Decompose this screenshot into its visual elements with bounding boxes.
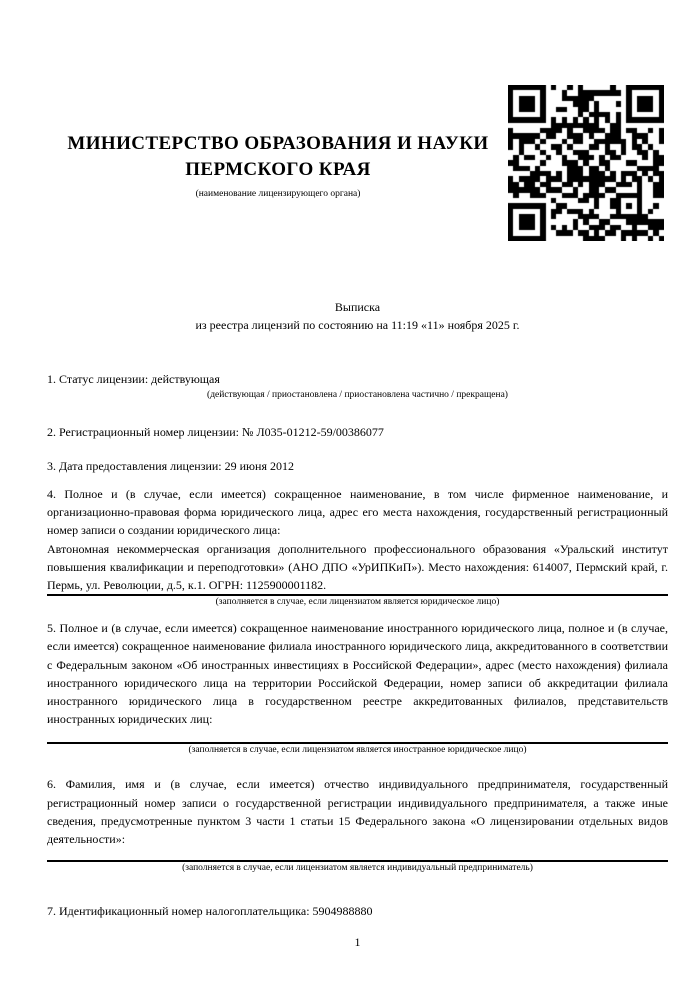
ministry-name-line1: МИНИСТЕРСТВО ОБРАЗОВАНИЯ И НАУКИ: [67, 133, 489, 154]
document-body: [0, 298, 700, 952]
document-title: [47, 298, 668, 334]
item-5-note: (заполняется в случае, если лицензиатом является иностранное юридическое лицо): [188, 745, 527, 756]
document-header: [0, 0, 700, 260]
item-4-legal-entity-value: Автономная некоммерческая организация дополнительного профессионального образования «Уральский институт повышения квалификации и переподготовки» (АНО ДПО «УрИПКиП»). Место нахождения: 614007, Пермский край, г. Пермь, ул. Революции, д.5, к.1. ОГРН: 1125900001182.: [47, 541, 668, 593]
title-line1: Выписка: [334, 300, 381, 314]
item-1-license-status: 1. Статус лицензии: действующая: [47, 372, 220, 387]
page-number: 1: [354, 935, 361, 950]
qr-code-icon: [508, 85, 664, 241]
item-5-foreign-entity-label: 5. Полное и (в случае, если имеется) сокращенное наименование иностранного юридического лица, полное и (в случае, если имеется) сокращенное наименование филиала иностранного юридического лица, аккредитованного в соответствии с Федеральным законом «Об иностранных инвестициях в Российской Федерации», адрес (место нахождения) филиала иностранного юридического лица на территории Российской Федерации, номер записи об аккредитации филиала иностранного юридического лица в государственном реестре аккредитованных филиалов, представительств иностранных юридических лиц:: [47, 621, 668, 727]
item-3-grant-date: 3. Дата предоставления лицензии: 29 июня 2012: [47, 458, 294, 473]
item-1-note: (действующая / приостановлена / приостановлена частично / прекращена): [207, 389, 508, 400]
item-6-note: (заполняется в случае, если лицензиатом является индивидуальный предприниматель): [182, 863, 533, 874]
item-2-registration-number: 2. Регистрационный номер лицензии: № Л035-01212-59/00386077: [47, 424, 384, 439]
item-7-taxpayer-number: 7. Идентификационный номер налогоплательщика: 5904988880: [47, 904, 373, 919]
item-4-note: (заполняется в случае, если лицензиатом является юридическое лицо): [215, 597, 500, 608]
ministry-name-line2: ПЕРМСКОГО КРАЯ: [185, 159, 371, 180]
ministry-caption: (наименование лицензирующего органа): [195, 189, 361, 199]
item-4-legal-entity-label: 4. Полное и (в случае, если имеется) сокращенное наименование, в том числе фирменное наименование, и организационно-правовая форма юридического лица, адрес его места нахождения, государственный регистрационный номер записи о создании юридического лица:: [47, 487, 668, 538]
item-6-entrepreneur-label: 6. Фамилия, имя и (в случае, если имеется) отчество индивидуального предпринимателя, государственный регистрационный номер записи о государственной регистрации индивидуального предпринимателя, а также иные сведения, предусмотренные пунктом 3 части 1 статьи 15 Федерального закона «О лицензировании отдельных видов деятельности»:: [47, 777, 668, 847]
licensing-authority-name: [33, 131, 523, 201]
title-line2: из реестра лицензий по состоянию на 11:19 «11» ноября 2025 г.: [195, 318, 520, 333]
